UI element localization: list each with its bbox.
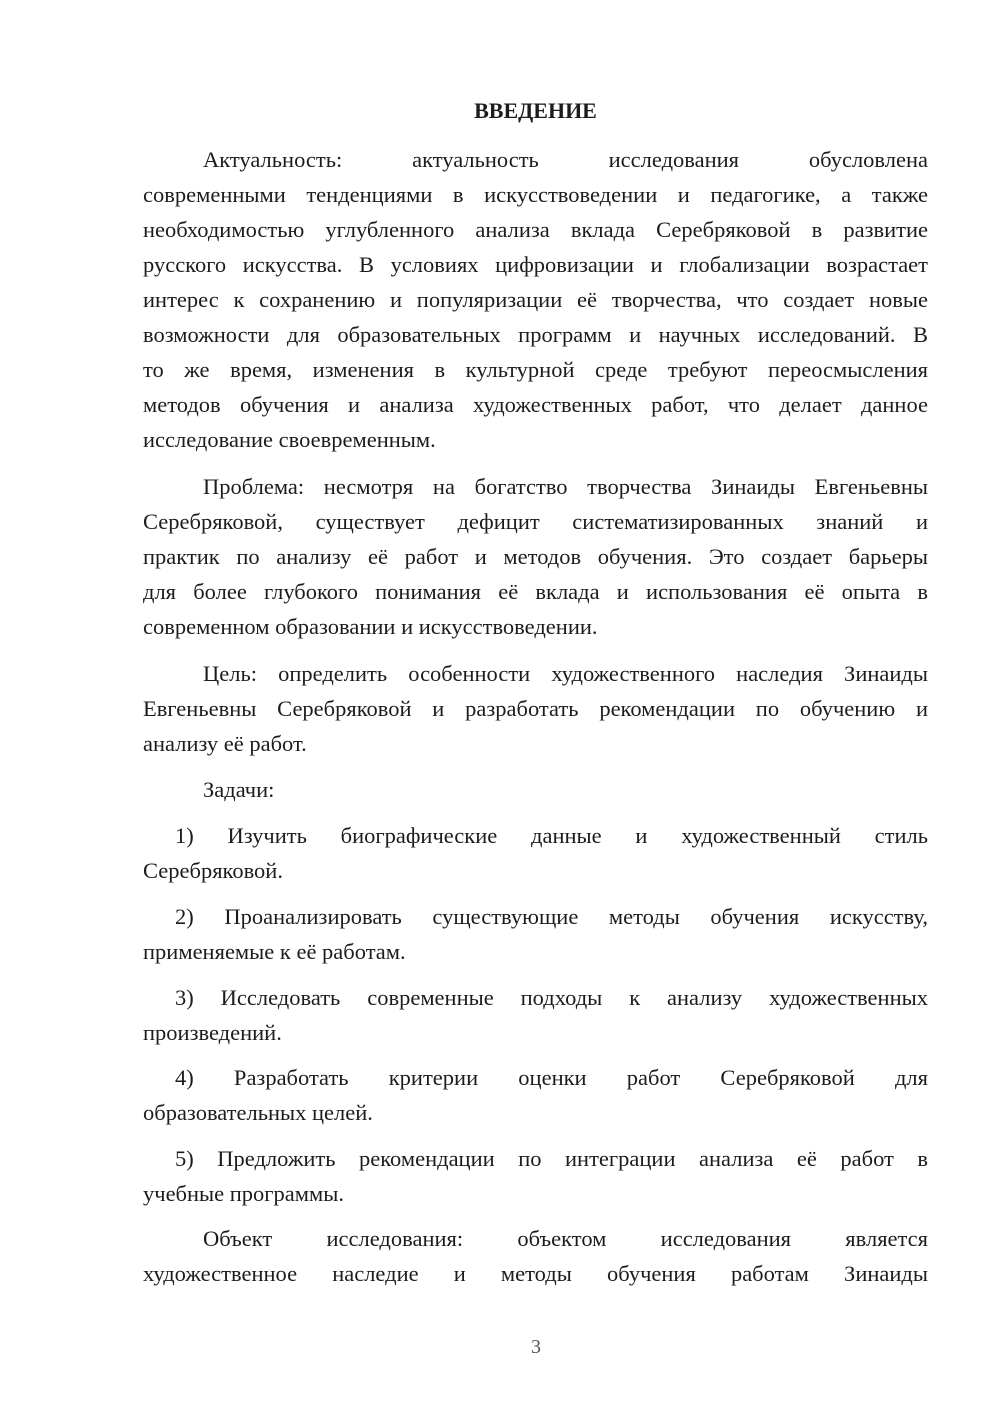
- paragraph-tasks-heading: [143, 772, 928, 807]
- task-item-2: [143, 899, 928, 969]
- task-item-4: [143, 1060, 928, 1130]
- text-line: образовательных целей.: [143, 1100, 373, 1125]
- paragraph-relevance: [143, 142, 928, 457]
- text-line: 2) Проанализировать существующие методы обучения искусству,: [175, 904, 928, 929]
- text-line: Евгеньевны Серебряковой и разработать рекомендации по обучению и: [143, 696, 928, 721]
- text-line: произведений.: [143, 1020, 282, 1045]
- text-line: 4) Разработать критерии оценки работ Серебряковой для: [175, 1065, 928, 1090]
- text-line: Серебряковой, существует дефицит систематизированных знаний и: [143, 509, 928, 534]
- paragraph-goal: [143, 656, 928, 761]
- text-line: русского искусства. В условиях цифровизации и глобализации возрастает: [143, 252, 928, 277]
- page-number: 3: [531, 1336, 541, 1358]
- paragraph-problem: [143, 469, 928, 644]
- text-line: методов обучения и анализа художественных работ, что делает данное: [143, 392, 928, 417]
- text-line: Задачи:: [203, 777, 275, 802]
- paragraph-object: [143, 1221, 928, 1291]
- text-line: Актуальность: актуальность исследования обусловлена: [203, 147, 928, 172]
- task-item-3: [143, 980, 928, 1050]
- text-line: Цель: определить особенности художественного наследия Зинаиды: [203, 661, 928, 686]
- text-line: интерес к сохранению и популяризации её творчества, что создает новые: [143, 287, 928, 312]
- text-line: исследование своевременным.: [143, 427, 436, 452]
- text-line: художественное наследие и методы обучения работам Зинаиды: [143, 1261, 928, 1286]
- text-line: 5) Предложить рекомендации по интеграции анализа её работ в: [175, 1146, 928, 1171]
- text-line: практик по анализу её работ и методов обучения. Это создает барьеры: [143, 544, 928, 569]
- text-line: анализу её работ.: [143, 731, 307, 756]
- text-line: применяемые к её работам.: [143, 939, 406, 964]
- text-line: то же время, изменения в культурной среде требуют переосмысления: [143, 357, 928, 382]
- text-line: учебные программы.: [143, 1181, 344, 1206]
- text-line: Проблема: несмотря на богатство творчества Зинаиды Евгеньевны: [203, 474, 928, 499]
- text-line: 3) Исследовать современные подходы к анализу художественных: [175, 985, 928, 1010]
- text-line: современными тенденциями в искусствоведении и педагогике, а также: [143, 182, 928, 207]
- text-line: Серебряковой.: [143, 858, 283, 883]
- text-line: Объект исследования: объектом исследования является: [203, 1226, 928, 1251]
- task-item-5: [143, 1141, 928, 1211]
- text-line: для более глубокого понимания её вклада и использования её опыта в: [143, 579, 928, 604]
- text-line: возможности для образовательных программ и научных исследований. В: [143, 322, 928, 347]
- text-line: современном образовании и искусствоведении.: [143, 614, 598, 639]
- task-item-1: [143, 818, 928, 888]
- text-line: 1) Изучить биографические данные и художественный стиль: [175, 823, 928, 848]
- text-line: необходимостью углубленного анализа вклада Серебряковой в развитие: [143, 217, 928, 242]
- section-title: ВВЕДЕНИЕ: [474, 98, 597, 123]
